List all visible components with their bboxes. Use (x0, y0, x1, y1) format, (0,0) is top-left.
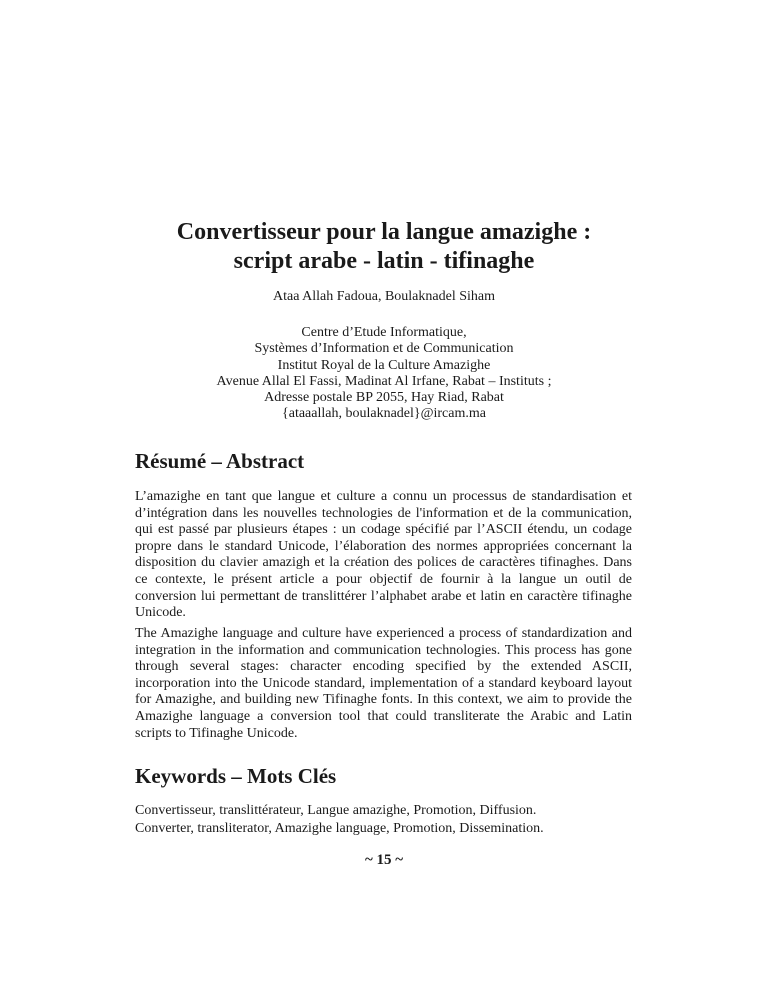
paper-title-line-2: script arabe - latin - tifinaghe (233, 248, 535, 274)
affiliation-line: Institut Royal de la Culture Amazighe (277, 357, 491, 373)
abstract-heading: Résumé – Abstract (135, 449, 305, 473)
paper-title-line-1: Convertisseur pour la langue amazighe : (176, 219, 592, 245)
keywords-heading: Keywords – Mots Clés (135, 764, 337, 788)
paper-title (0, 218, 768, 276)
abstract-english-paragraph: The Amazighe language and culture have experienced a process of standardization and integration in the information and communication technologies. This process has gone through several stages: character encoding specified by the extended ASCII, incorporation into the Unicode standard, implementation of a standard keyboard layout for Amazighe, and building new Tifinaghe fonts. In this context, we aim to provide the Amazighe language a conversion tool that could transliterate the Arabic and Latin scripts to Tifinaghe Unicode. (135, 626, 632, 741)
affiliation-email: {ataaallah, boulaknadel}@ircam.ma (282, 406, 486, 422)
keywords-french: Convertisseur, translittérateur, Langue amazighe, Promotion, Diffusion. (135, 803, 537, 818)
affiliation-line: Avenue Allal El Fassi, Madinat Al Irfane, Rabat – Instituts ; (216, 373, 552, 389)
affiliation-line: Centre d’Etude Informatique, (301, 325, 467, 340)
page-number: ~ 15 ~ (364, 852, 404, 868)
affiliation-line: Adresse postale BP 2055, Hay Riad, Rabat (264, 390, 504, 406)
keywords-english: Converter, transliterator, Amazighe language, Promotion, Dissemination. (135, 821, 544, 836)
abstract-french-paragraph: L’amazighe en tant que langue et culture a connu un processus de standardisation et d’intégration dans les nouvelles technologies de l'information et de la communication, qui est passé par plusieurs étapes : un codage spécifié par l’ASCII étendu, un codage propre dans le standard Unicode, l’élaboration des normes appropriées concernant la disposition du clavier amazigh et la création des polices de caractères tifinaghes. Dans ce contexte, le présent article a pour objectif de fournir à la langue un outil de conversion lui permettant de translittérer l’alphabet arabe et latin en caractère tifinaghe Unicode. (135, 489, 632, 621)
affiliation-block (0, 325, 768, 423)
affiliation-line: Systèmes d’Information et de Communication (254, 341, 514, 357)
author-list: Ataa Allah Fadoua, Boulaknadel Siham (272, 289, 495, 304)
